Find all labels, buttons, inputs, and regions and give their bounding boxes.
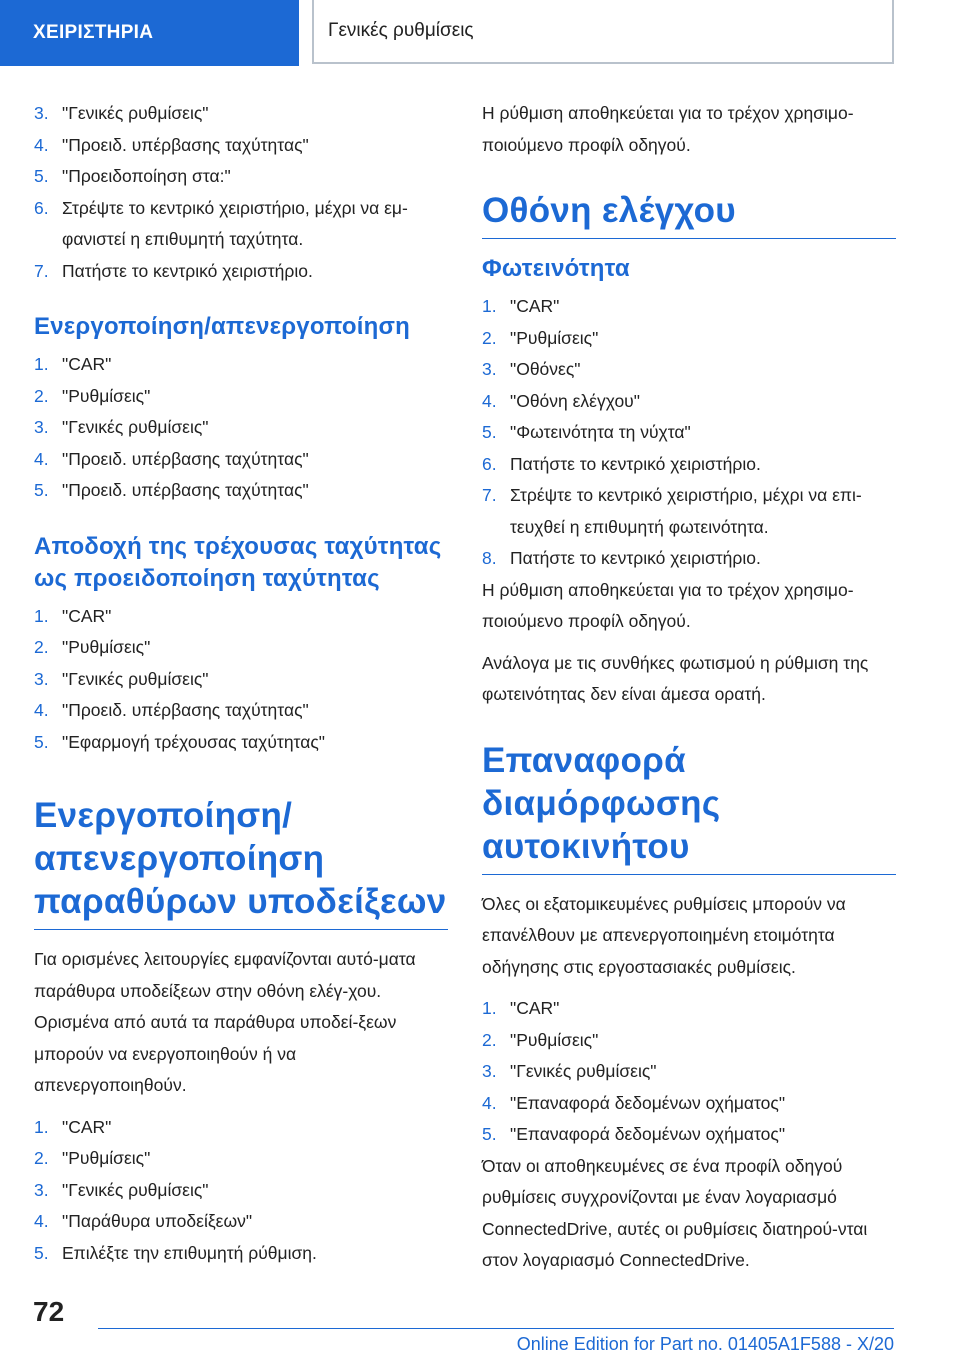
step-text: "Γενικές ρυθμίσεις" <box>510 1061 657 1081</box>
step-text: "CAR" <box>510 296 560 316</box>
step-text: Πατήστε το κεντρικό χειριστήριο. <box>510 453 761 474</box>
list-item <box>34 632 448 664</box>
chapter-tab: ΧΕΙΡΙΣΤΗΡΙΑ <box>0 0 299 66</box>
step-number: 7. <box>482 485 497 505</box>
step-text: "Προειδ. υπέρβασης ταχύτητας" <box>62 448 309 469</box>
step-number: 3. <box>482 359 497 379</box>
steps-list-top <box>34 98 448 287</box>
step-text: "Επαναφορά δεδομένων οχήματος" <box>510 1124 786 1144</box>
section-tab: Γενικές ρυθμίσεις <box>312 0 894 64</box>
list-item <box>34 1238 448 1270</box>
list-item <box>482 993 896 1025</box>
step-text: Επιλέξτε την επιθυμητή ρύθμιση. <box>62 1242 317 1263</box>
step-number: 1. <box>482 296 497 316</box>
heading-accept-speed: Αποδοχή της τρέχουσας ταχύτητας ως προειδοποίηση ταχύτητας <box>34 532 442 592</box>
step-number: 3. <box>34 1179 49 1200</box>
list-item <box>482 480 896 543</box>
list-item <box>482 1119 896 1151</box>
step-number: 4. <box>482 1092 497 1113</box>
list-item <box>34 130 448 162</box>
list-item <box>34 412 448 444</box>
step-number: 4. <box>34 700 49 720</box>
step-number: 5. <box>34 1242 49 1263</box>
list-item <box>34 727 448 759</box>
step-text: "CAR" <box>62 1116 112 1137</box>
steps-list-activation <box>34 349 448 507</box>
paragraph-sync: Όταν οι αποθηκευμένες σε ένα προφίλ οδηγού ρυθμίσεις συγχρονίζονται με έναν λογαριασμό ConnectedDrive, αυτές οι ρυθμίσεις διατηρού-νται στον λογαριασμό ConnectedDrive. <box>482 1155 868 1270</box>
step-number: 4. <box>34 448 49 469</box>
step-text: "Ρυθμίσεις" <box>510 327 599 348</box>
steps-list-reset <box>482 993 896 1151</box>
list-item <box>34 444 448 476</box>
list-item <box>482 1088 896 1120</box>
heading-control-display: Οθόνη ελέγχου <box>482 189 896 239</box>
heading-hint-windows: Ενεργοποίηση/ απενεργοποίηση παραθύρων υποδείξεων <box>34 794 448 930</box>
step-text: "Φωτεινότητα τη νύχτα" <box>510 422 691 442</box>
step-text: "Επαναφορά δεδομένων οχήματος" <box>510 1092 786 1113</box>
step-text: "CAR" <box>62 605 112 626</box>
list-item <box>34 98 448 130</box>
step-text: Πατήστε το κεντρικό χειριστήριο. <box>510 548 761 568</box>
step-text: "Παράθυρα υποδείξεων" <box>62 1211 253 1231</box>
step-text: "Οθόνη ελέγχου" <box>510 390 640 411</box>
step-number: 4. <box>34 1211 49 1231</box>
list-item <box>34 256 448 288</box>
step-number: 5. <box>482 422 497 442</box>
step-text: "Προειδοποίηση στα:" <box>62 166 231 186</box>
list-item <box>34 475 448 507</box>
left-column <box>34 98 448 1269</box>
step-number: 5. <box>482 1124 497 1144</box>
list-item <box>34 695 448 727</box>
step-number: 4. <box>482 390 497 411</box>
paragraph-hint-windows: Για ορισμένες λειτουργίες εμφανίζονται αυτό-ματα παράθυρα υποδείξεων στην οθόνη ελέγ-χου. Ορισμένα από αυτά τα παράθυρα υποδεί-ξεων μπορούν να ενεργοποιηθούν ή να απενεργοποιηθούν. <box>34 949 416 1095</box>
list-item <box>34 349 448 381</box>
step-text: "Ρυθμίσεις" <box>62 637 151 657</box>
step-text: "Προειδ. υπέρβασης ταχύτητας" <box>62 480 309 500</box>
list-item <box>482 323 896 355</box>
step-text: "CAR" <box>62 354 112 374</box>
step-text: "Ρυθμίσεις" <box>62 1148 151 1168</box>
step-number: 3. <box>34 668 49 689</box>
steps-list-brightness <box>482 291 896 575</box>
list-item <box>34 1143 448 1175</box>
step-text: "Προειδ. υπέρβασης ταχύτητας" <box>62 700 309 720</box>
list-item <box>34 193 448 256</box>
right-column <box>482 98 896 1287</box>
list-item <box>34 601 448 633</box>
step-text: "CAR" <box>510 998 560 1018</box>
list-item <box>34 161 448 193</box>
step-text: Πατήστε το κεντρικό χειριστήριο. <box>62 260 313 281</box>
footer-edition: Online Edition for Part no. 01405A1F588 - X/20 <box>516 1334 894 1354</box>
steps-list-accept <box>34 601 448 759</box>
step-text: "Γενικές ρυθμίσεις" <box>62 1179 209 1200</box>
list-item <box>482 386 896 418</box>
step-number: 2. <box>34 1148 49 1168</box>
step-number: 2. <box>34 637 49 657</box>
step-text: "Γενικές ρυθμίσεις" <box>62 103 209 123</box>
step-number: 3. <box>34 417 49 437</box>
paragraph-lighting: Ανάλογα με τις συνθήκες φωτισμού η ρύθμιση της φωτεινότητας δεν είναι άμεσα ορατή. <box>482 652 869 704</box>
heading-brightness: Φωτεινότητα <box>482 255 630 282</box>
list-item <box>482 417 896 449</box>
step-number: 2. <box>482 1029 497 1050</box>
list-item <box>482 543 896 575</box>
step-text: Στρέψτε το κεντρικό χειριστήριο, μέχρι να επι-τευχθεί η επιθυμητή φωτεινότητα. <box>510 485 862 537</box>
step-text: "Οθόνες" <box>510 359 581 379</box>
step-number: 8. <box>482 548 497 568</box>
step-text: "Ρυθμίσεις" <box>62 385 151 406</box>
step-number: 1. <box>482 998 497 1018</box>
paragraph-saved-2: Η ρύθμιση αποθηκεύεται για το τρέχον χρησιμο-ποιούμενο προφίλ οδηγού. <box>482 579 854 631</box>
list-item <box>482 354 896 386</box>
step-number: 5. <box>34 166 49 186</box>
page-number: 72 <box>33 1296 65 1327</box>
step-text: "Ρυθμίσεις" <box>510 1029 599 1050</box>
step-number: 3. <box>482 1061 497 1081</box>
step-number: 2. <box>482 327 497 348</box>
step-number: 3. <box>34 103 49 123</box>
paragraph-reset: Όλες οι εξατομικευμένες ρυθμίσεις μπορούν να επανέλθουν με απενεργοποιημένη ετοιμότητα οδήγησης στις εργοστασιακές ρυθμίσεις. <box>482 893 846 977</box>
list-item <box>482 1056 896 1088</box>
step-text: "Προειδ. υπέρβασης ταχύτητας" <box>62 134 309 155</box>
step-number: 6. <box>482 453 497 474</box>
step-text: "Εφαρμογή τρέχουσας ταχύτητας" <box>62 731 325 752</box>
step-text: "Γενικές ρυθμίσεις" <box>62 417 209 437</box>
list-item <box>482 1025 896 1057</box>
heading-vehicle-reset: Επαναφορά διαμόρφωσης αυτοκινήτου <box>482 739 896 875</box>
list-item <box>34 1206 448 1238</box>
list-item <box>34 664 448 696</box>
step-text: Στρέψτε το κεντρικό χειριστήριο, μέχρι να εμ-φανιστεί η επιθυμητή ταχύτητα. <box>62 197 408 249</box>
step-number: 5. <box>34 480 49 500</box>
footer-divider <box>98 1328 894 1329</box>
paragraph-saved-1: Η ρύθμιση αποθηκεύεται για το τρέχον χρησιμο-ποιούμενο προφίλ οδηγού. <box>482 103 854 155</box>
list-item <box>34 381 448 413</box>
step-number: 1. <box>34 605 49 626</box>
step-number: 1. <box>34 1116 49 1137</box>
step-number: 6. <box>34 197 49 218</box>
step-number: 5. <box>34 731 49 752</box>
step-text: "Γενικές ρυθμίσεις" <box>62 668 209 689</box>
list-item <box>34 1112 448 1144</box>
step-number: 4. <box>34 134 49 155</box>
list-item <box>482 291 896 323</box>
list-item <box>34 1175 448 1207</box>
step-number: 1. <box>34 354 49 374</box>
list-item <box>482 449 896 481</box>
steps-list-windows <box>34 1112 448 1270</box>
heading-activation: Ενεργοποίηση/απενεργοποίηση <box>34 313 410 340</box>
step-number: 7. <box>34 260 49 281</box>
step-number: 2. <box>34 385 49 406</box>
